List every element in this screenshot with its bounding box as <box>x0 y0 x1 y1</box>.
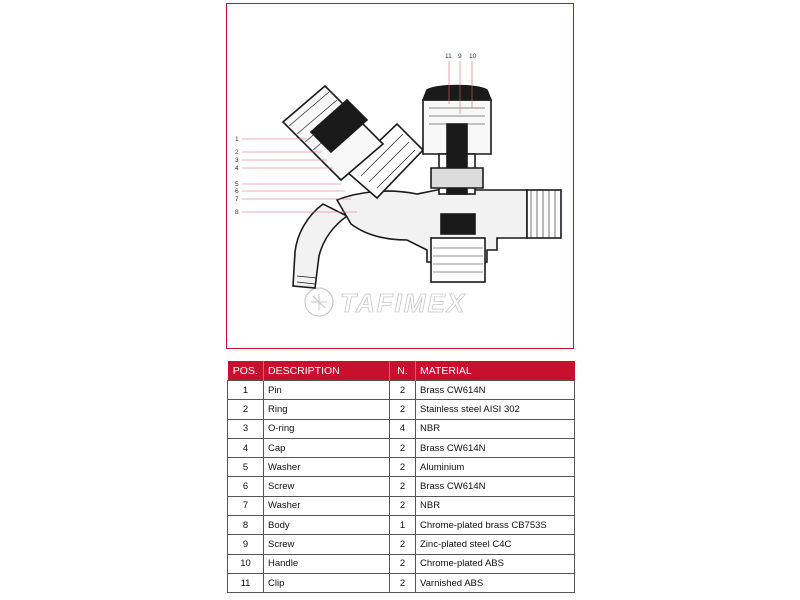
cell-description: O-ring <box>264 419 390 438</box>
cell-quantity: 2 <box>390 400 416 419</box>
cell-quantity: 2 <box>390 535 416 554</box>
cell-material: Brass CW614N <box>416 477 575 496</box>
table-row <box>228 438 575 457</box>
callout-2: 2 <box>235 149 239 156</box>
callout-6: 6 <box>235 188 239 195</box>
cell-description: Ring <box>264 400 390 419</box>
cell-material: Varnished ABS <box>416 573 575 592</box>
callout-4: 4 <box>235 165 239 172</box>
cell-material: Zinc-plated steel C4C <box>416 535 575 554</box>
cell-material: Chrome-plated brass CB753S <box>416 516 575 535</box>
callout-9: 9 <box>458 53 462 60</box>
cell-pos: 1 <box>228 381 264 400</box>
table-row <box>228 573 575 592</box>
valve-body-drawing <box>283 86 561 289</box>
parts-list-table <box>227 361 575 593</box>
table-row <box>228 496 575 515</box>
cell-description: Clip <box>264 573 390 592</box>
cell-pos: 5 <box>228 458 264 477</box>
callout-10: 10 <box>469 53 477 60</box>
table-row <box>228 516 575 535</box>
callout-7: 7 <box>235 196 239 203</box>
cell-quantity: 1 <box>390 516 416 535</box>
table-row <box>228 554 575 573</box>
header-quantity: N. <box>390 361 416 381</box>
cell-quantity: 4 <box>390 419 416 438</box>
cell-material: Chrome-plated ABS <box>416 554 575 573</box>
cell-description: Screw <box>264 535 390 554</box>
cell-quantity: 2 <box>390 554 416 573</box>
cell-description: Cap <box>264 438 390 457</box>
cell-quantity: 2 <box>390 573 416 592</box>
cell-pos: 6 <box>228 477 264 496</box>
technical-drawing-frame <box>226 3 574 349</box>
cell-pos: 9 <box>228 535 264 554</box>
cell-pos: 8 <box>228 516 264 535</box>
cell-description: Washer <box>264 496 390 515</box>
cell-quantity: 2 <box>390 477 416 496</box>
cell-pos: 2 <box>228 400 264 419</box>
cell-material: Aluminium <box>416 458 575 477</box>
table-row <box>228 458 575 477</box>
cell-material: Brass CW614N <box>416 381 575 400</box>
header-pos: POS. <box>228 361 264 381</box>
callout-1: 1 <box>235 136 239 143</box>
cell-quantity: 2 <box>390 438 416 457</box>
callout-3: 3 <box>235 157 239 164</box>
callout-5: 5 <box>235 181 239 188</box>
watermark-text: TAFIMEX <box>340 288 467 318</box>
table-row <box>228 419 575 438</box>
cell-material: Brass CW614N <box>416 438 575 457</box>
cell-pos: 3 <box>228 419 264 438</box>
table-row <box>228 477 575 496</box>
table-row <box>228 400 575 419</box>
callout-11: 11 <box>445 53 452 60</box>
valve-section-drawing <box>227 4 575 350</box>
cell-description: Body <box>264 516 390 535</box>
callout-8: 8 <box>235 209 239 216</box>
cell-pos: 11 <box>228 573 264 592</box>
watermark-logo-icon <box>305 288 333 316</box>
cell-quantity: 2 <box>390 381 416 400</box>
table-header-row <box>228 361 575 381</box>
cell-description: Screw <box>264 477 390 496</box>
header-material: MATERIAL <box>416 361 575 381</box>
cell-description: Washer <box>264 458 390 477</box>
cell-pos: 4 <box>228 438 264 457</box>
cell-material: NBR <box>416 496 575 515</box>
cell-description: Pin <box>264 381 390 400</box>
table-row <box>228 381 575 400</box>
cell-quantity: 2 <box>390 496 416 515</box>
cell-pos: 10 <box>228 554 264 573</box>
cell-material: Stainless steel AISI 302 <box>416 400 575 419</box>
cell-quantity: 2 <box>390 458 416 477</box>
table-row <box>228 535 575 554</box>
cell-description: Handle <box>264 554 390 573</box>
cell-material: NBR <box>416 419 575 438</box>
cell-pos: 7 <box>228 496 264 515</box>
header-description: DESCRIPTION <box>264 361 390 381</box>
